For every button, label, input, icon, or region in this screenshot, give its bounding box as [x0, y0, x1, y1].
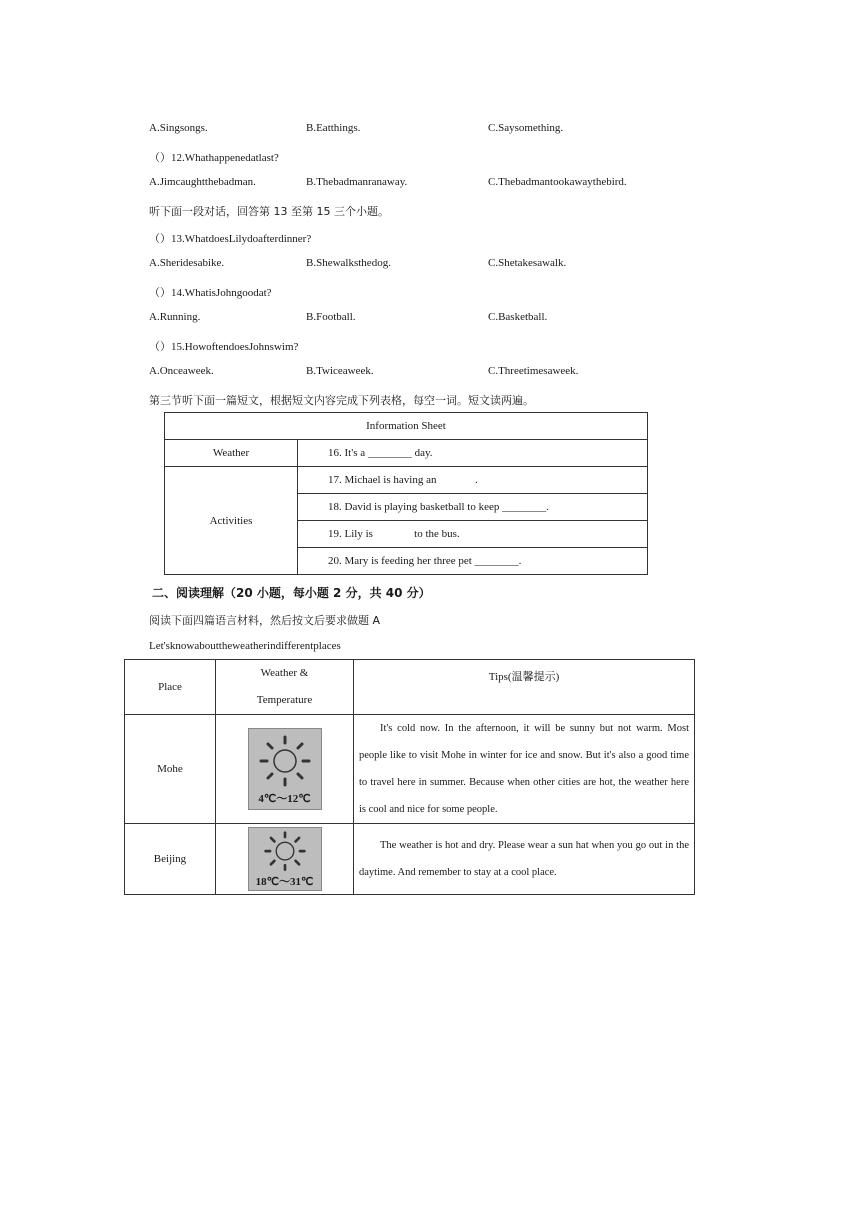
q11-option-a: A.Singsongs.	[149, 122, 208, 134]
info-item-16: 16. It's a ________ day.	[298, 440, 648, 467]
weather-label: Weather	[165, 440, 298, 467]
weather-table	[124, 659, 695, 895]
tips-beijing-text: The weather is hot and dry. Please wear a sun hat when you go out in the daytime. And remember to stay at a cool place.	[359, 840, 689, 878]
info-item-19: 19. Lily is to the bus.	[298, 521, 648, 548]
weather-image-mohe	[248, 728, 322, 810]
place-mohe: Mohe	[125, 715, 216, 824]
q13-option-b: B.Shewalksthedog.	[306, 257, 391, 269]
tips-mohe	[354, 715, 695, 824]
temperature-beijing: 18℃～31℃	[255, 876, 314, 888]
weather-image-beijing	[248, 827, 322, 891]
q14-option-c: C.Basketball.	[488, 311, 548, 323]
q15-option-a: A.Onceaweek.	[149, 365, 214, 377]
weather-cell-mohe	[216, 715, 354, 824]
passage-a-title: Let'sknowabouttheweatherindifferentplaces	[149, 640, 341, 652]
q14-option-b: B.Football.	[306, 311, 356, 323]
q15-stem: （）15.HowoftendoesJohnswim?	[149, 341, 299, 353]
place-beijing: Beijing	[125, 824, 216, 895]
header-weather-line1: Weather &	[260, 667, 309, 679]
tips-mohe-text: It's cold now. In the afternoon, it will be sunny but not warm. Most people like to visit Mohe in winter for ice and snow. But it's also a good time to travel here in summer. Because when other cities are hot, the weather here is cool and nice for some people.	[359, 723, 689, 815]
part2-heading: 二、阅读理解（20 小题，每小题 2 分，共 40 分）	[152, 586, 431, 600]
info-item-20: 20. Mary is feeding her three pet ________.	[298, 548, 648, 575]
information-sheet-table	[164, 412, 648, 575]
q15-option-c: C.Threetimesaweek.	[488, 365, 579, 377]
section-intro-13-15: 听下面一段对话，回答第 13 至第 15 三个小题。	[149, 205, 389, 218]
part2-intro: 阅读下面四篇语言材料，然后按文后要求做题 A	[149, 614, 381, 627]
info-sheet-title: Information Sheet	[165, 413, 648, 440]
activities-label: Activities	[165, 467, 298, 575]
q12-option-b: B.Thebadmanranaway.	[306, 176, 408, 188]
header-tips: Tips(温馨提示)	[354, 660, 695, 715]
q13-option-a: A.Sheridesabike.	[149, 257, 225, 269]
q15-option-b: B.Twiceaweek.	[306, 365, 374, 377]
info-item-18: 18. David is playing basketball to keep ________.	[298, 494, 648, 521]
weather-cell-beijing	[216, 824, 354, 895]
q12-stem: （）12.Whathappenedatlast?	[149, 152, 279, 164]
q13-stem: （）13.WhatdoesLilydoafterdinner?	[149, 233, 312, 245]
sun-icon	[255, 733, 315, 791]
tips-beijing	[354, 824, 695, 895]
q13-option-c: C.Shetakesawalk.	[488, 257, 567, 269]
q11-option-c: C.Saysomething.	[488, 122, 564, 134]
q12-option-c: C.Thebadmantookawaythebird.	[488, 176, 627, 188]
info-item-17: 17. Michael is having an .	[298, 467, 648, 494]
temperature-mohe: 4℃～12℃	[258, 793, 311, 805]
q14-stem: （）14.WhatisJohngoodat?	[149, 287, 272, 299]
sun-icon	[255, 830, 315, 874]
header-weather	[216, 660, 354, 715]
header-place: Place	[125, 660, 216, 715]
q14-option-a: A.Running.	[149, 311, 201, 323]
q12-option-a: A.Jimcaughtthebadman.	[149, 176, 256, 188]
section3-intro: 第三节听下面一篇短文，根据短文内容完成下列表格，每空一词。短文读两遍。	[149, 394, 534, 407]
q11-option-b: B.Eatthings.	[306, 122, 361, 134]
header-weather-line2: Temperature	[256, 694, 313, 706]
